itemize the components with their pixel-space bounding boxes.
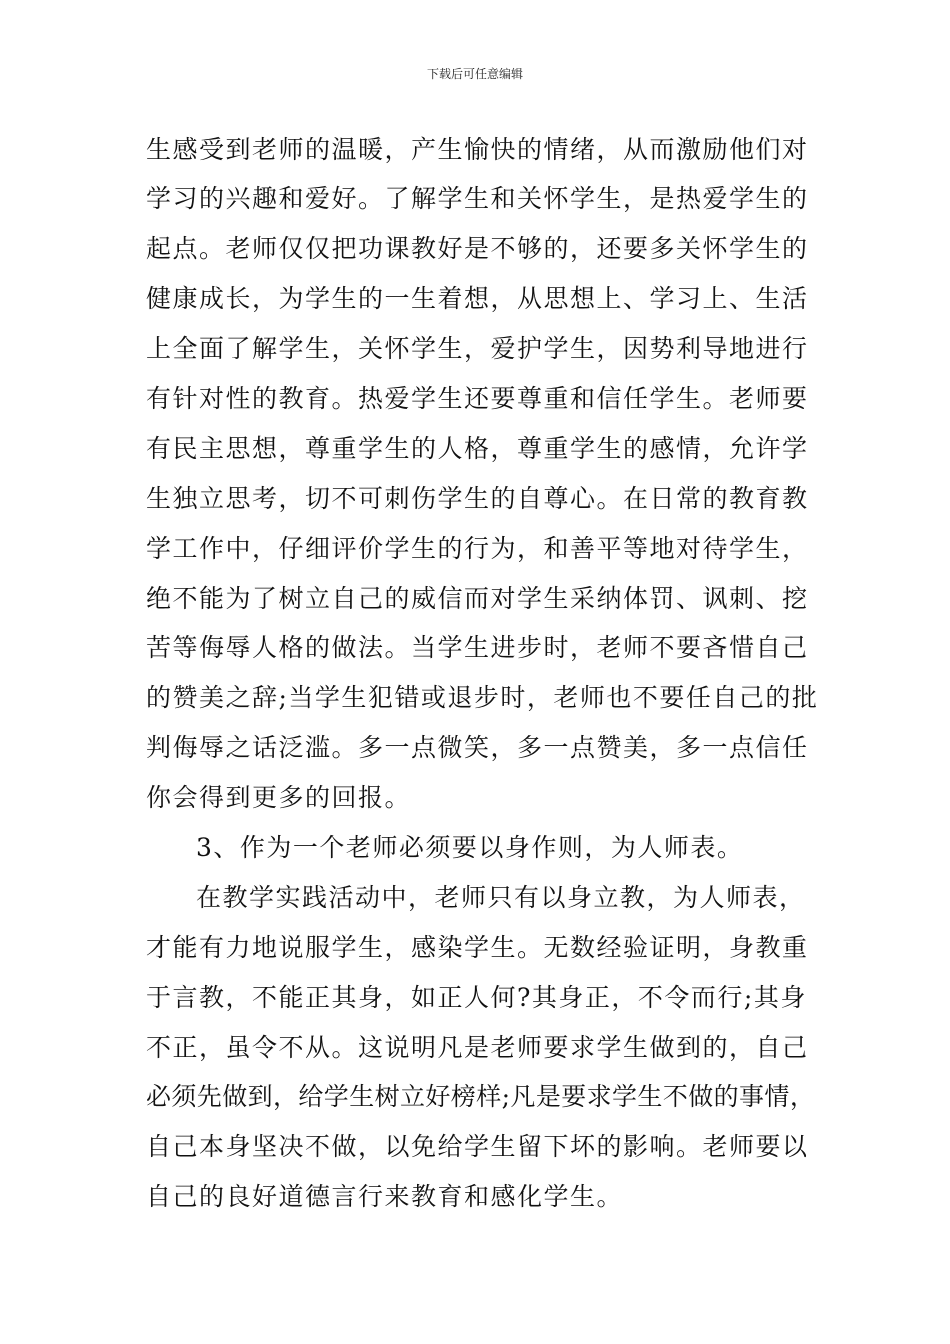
text-line: 的赞美之辞;当学生犯错或退步时，老师也不要任自己的批 (146, 683, 819, 712)
text-line: 健康成长，为学生的一生着想，从思想上、学习上、生活 (146, 284, 809, 313)
text-line: 判侮辱之话泛滥。多一点微笑，多一点赞美，多一点信任 (146, 733, 809, 762)
text-line: 在教学实践活动中，老师只有以身立教，为人师表， (196, 883, 806, 912)
text-line: 起点。老师仅仅把功课教好是不够的，还要多关怀学生的 (146, 234, 809, 263)
text-line: 学习的兴趣和爱好。了解学生和关怀学生，是热爱学生的 (146, 184, 809, 213)
page-header: 下载后可任意编辑 (426, 67, 523, 81)
text-line: 有针对性的教育。热爱学生还要尊重和信任学生。老师要 (146, 384, 809, 413)
text-line: 自己本身坚决不做，以免给学生留下坏的影响。老师要以 (146, 1132, 809, 1161)
text-line: 生独立思考，切不可刺伤学生的自尊心。在日常的教育教 (146, 484, 809, 513)
text-line: 有民主思想，尊重学生的人格，尊重学生的感情，允许学 (146, 434, 809, 463)
section-heading: 3、作为一个老师必须要以身作则，为人师表。 (196, 833, 744, 862)
text-line: 于言教，不能正其身，如正人何?其身正，不令而行;其身 (146, 983, 807, 1012)
text-line: 绝不能为了树立自己的威信而对学生采纳体罚、讽刺、挖 (146, 584, 809, 613)
text-line: 学工作中，仔细评价学生的行为，和善平等地对待学生， (146, 534, 809, 563)
text-line: 不正，虽令不从。这说明凡是老师要求学生做到的，自己 (146, 1033, 809, 1062)
text-line: 自己的良好道德言行来教育和感化学生。 (146, 1182, 624, 1211)
text-line: 你会得到更多的回报。 (146, 783, 412, 812)
text-line: 才能有力地说服学生，感染学生。无数经验证明，身教重 (146, 933, 809, 962)
text-line: 必须先做到，给学生树立好榜样;凡是要求学生不做的事情， (146, 1082, 816, 1111)
text-line: 生感受到老师的温暖，产生愉快的情绪，从而激励他们对 (146, 135, 809, 164)
text-line: 苦等侮辱人格的做法。当学生进步时，老师不要吝惜自己 (146, 633, 809, 662)
text-line: 上全面了解学生，关怀学生，爱护学生，因势利导地进行 (146, 334, 809, 363)
